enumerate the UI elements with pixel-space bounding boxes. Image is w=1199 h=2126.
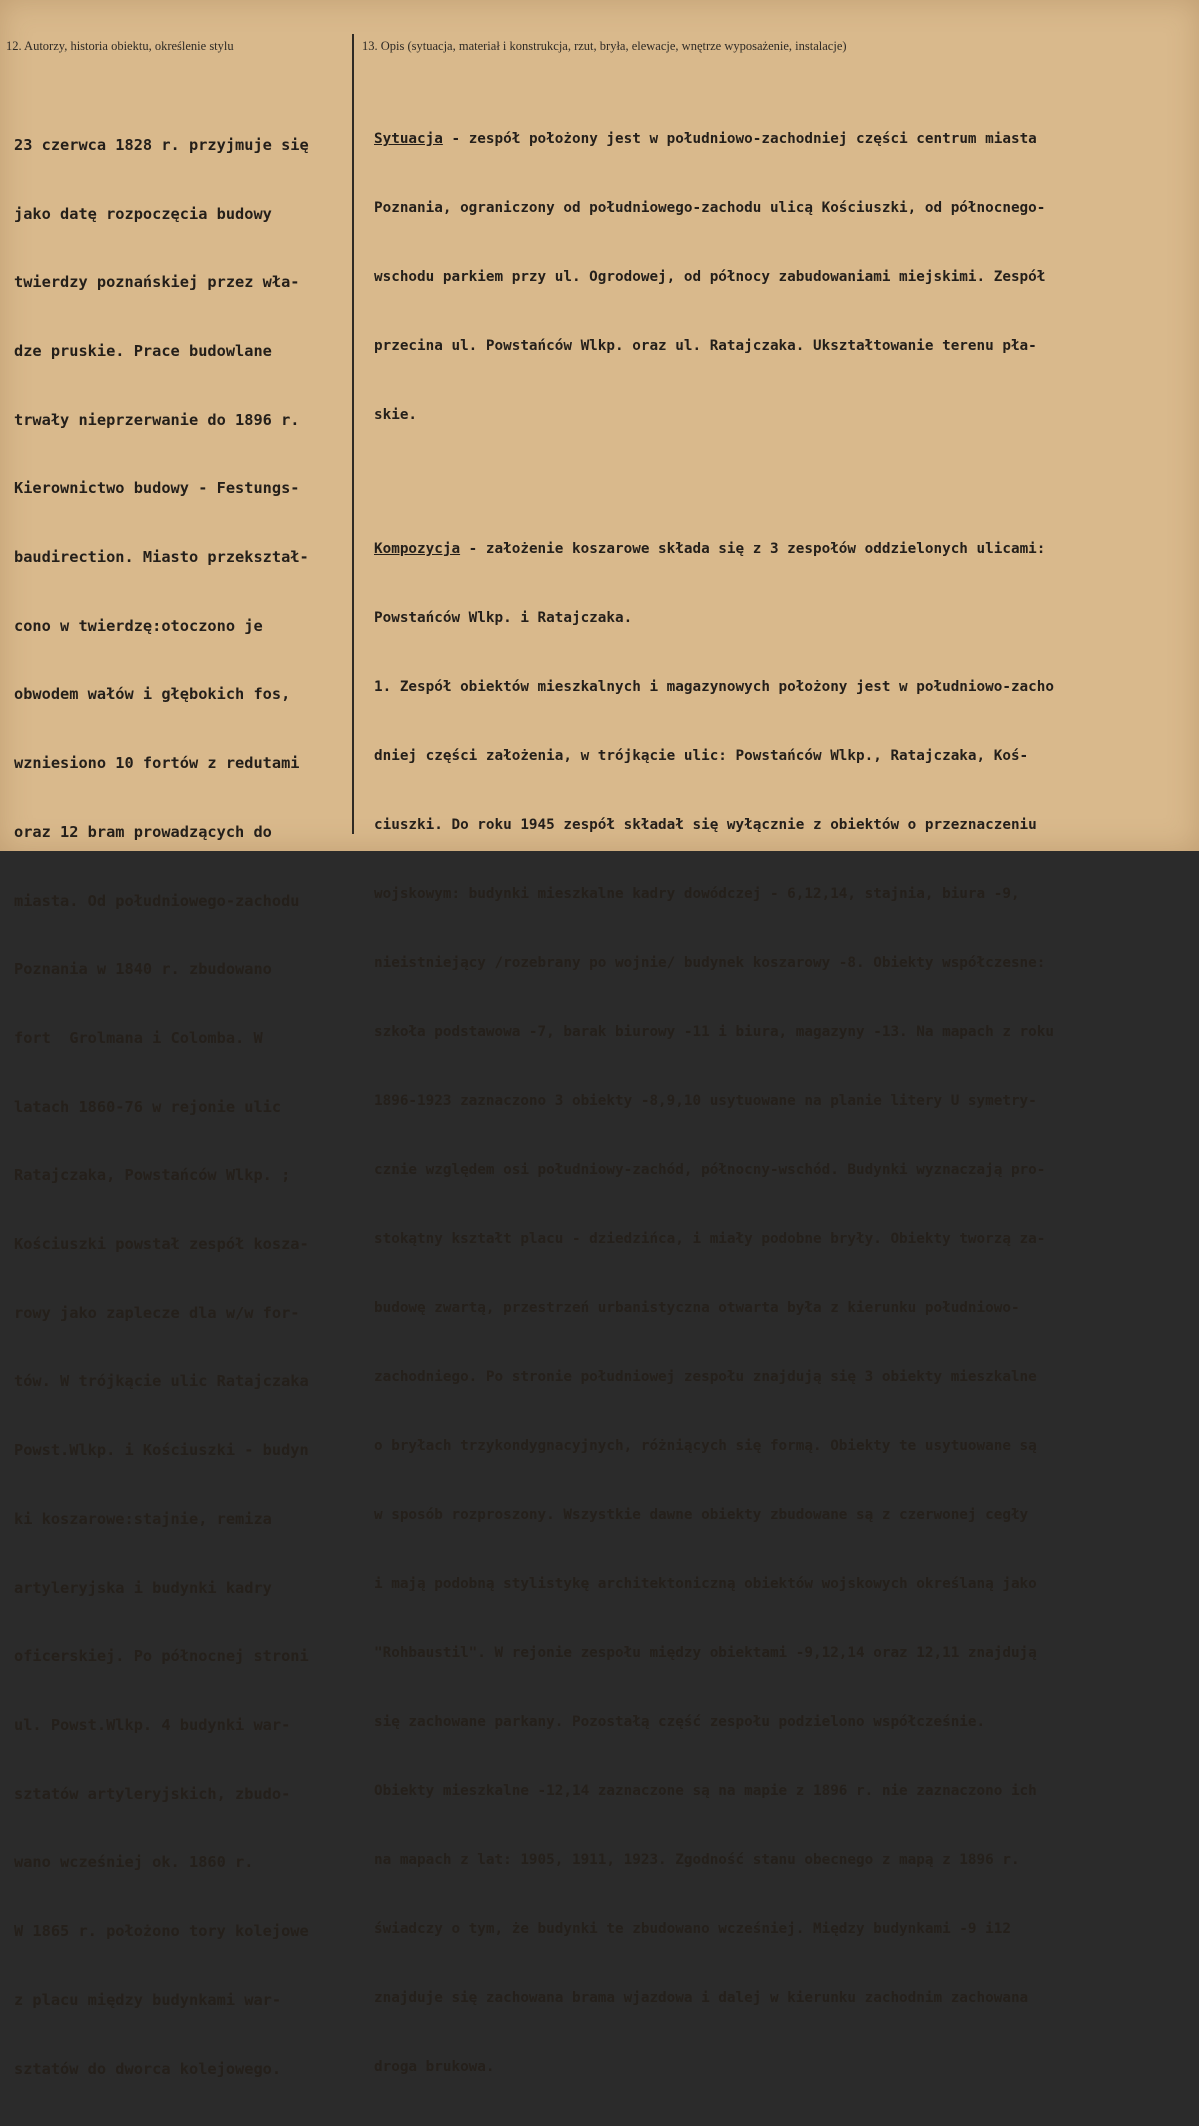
history-line: ul. Powst.Wlkp. 4 budynki war- <box>14 1715 291 1734</box>
history-line: miasta. Od południowego-zachodu <box>14 891 300 910</box>
history-line: artyleryjska i budynki kadry <box>14 1578 272 1597</box>
description-line: Obiekty mieszkalne -12,14 zaznaczone są na mapie z 1896 r. nie zaznaczono ich <box>374 1783 1037 1799</box>
situation-first-line <box>374 128 1054 151</box>
history-line: latach 1860-76 w rejonie ulic <box>14 1097 282 1116</box>
description-line: 1896-1923 zaznaczono 3 obiekty -8,9,10 usytuowane na planie litery U symetry- <box>374 1093 1037 1109</box>
history-line: jako datę rozpoczęcia budowy <box>14 204 272 223</box>
description-line: dniej części założenia, w trójkącie ulic: Powstańców Wlkp., Ratajczaka, Koś- <box>374 748 1029 764</box>
description-line: się zachowane parkany. Pozostałą część zespołu podzielono współcześnie. <box>374 1714 986 1730</box>
description-line: ciuszki. Do roku 1945 zespół składał się wyłącznie z obiektów o przeznaczeniu <box>374 817 1037 833</box>
description-line: świadczy o tym, że budynki te zbudowano wcześniej. Między budynkami -9 i12 <box>374 1921 1011 1937</box>
column-divider <box>352 34 354 834</box>
description-line: nieistniejący /rozebrany po wojnie/ budynek koszarowy -8. Obiekty współczesne: <box>374 955 1046 971</box>
history-line: wzniesiono 10 fortów z redutami <box>14 754 300 773</box>
description-line: - zespół położony jest w południowo-zachodniej części centrum miasta <box>442 131 1037 147</box>
description-line: o bryłach trzykondygnacyjnych, różniących się formą. Obiekty te usytuowane są <box>374 1438 1037 1454</box>
history-line: oficerskiej. Po północnej stroni <box>14 1647 309 1666</box>
history-line: Kierownictwo budowy - Festungs- <box>14 479 300 498</box>
history-line: tów. W trójkącie ulic Ratajczaka <box>14 1372 309 1391</box>
description-line: skie. <box>374 407 418 423</box>
history-line: ki koszarowe:stajnie, remiza <box>14 1509 272 1528</box>
description-text <box>374 82 1054 2125</box>
history-line: wano wcześniej ok. 1860 r. <box>14 1853 254 1872</box>
composition-first-line <box>374 538 1054 561</box>
history-line: sztatów artyleryjskich, zbudo- <box>14 1784 291 1803</box>
description-line: 1. Zespół obiektów mieszkalnych i magazynowych położony jest w południowo-zacho <box>374 679 1054 695</box>
history-line: rowy jako zaplecze dla w/w for- <box>14 1303 300 1322</box>
history-line: Ratajczaka, Powstańców Wlkp. ; <box>14 1166 291 1185</box>
history-line: obwodem wałów i głębokich fos, <box>14 685 291 704</box>
situation-heading: Sytuacja <box>374 131 443 147</box>
description-line: budowę zwartą, przestrzeń urbanistyczna otwarta była z kierunku południowo- <box>374 1300 1020 1316</box>
description-line: zachodniego. Po stronie południowej zespołu znajdują się 3 obiekty mieszkalne <box>374 1369 1037 1385</box>
description-line: znajduje się zachowana brama wjazdowa i dalej w kierunku zachodnim zachowana <box>374 1990 1029 2006</box>
paragraph-gap <box>374 473 1054 492</box>
description-line: cznie względem osi południowy-zachód, północny-wschód. Budynki wyznaczają pro- <box>374 1162 1046 1178</box>
history-line: Poznania w 1840 r. zbudowano <box>14 960 272 979</box>
history-line: baudirection. Miasto przekształ- <box>14 548 309 567</box>
history-line: 23 czerwca 1828 r. przyjmuje się <box>14 135 309 154</box>
history-line: twierdzy poznańskiej przez wła- <box>14 273 300 292</box>
section-13-header: 13. Opis (sytuacja, materiał i konstrukcja, rzut, bryła, elewacje, wnętrze wyposażenie, instalacje) <box>362 39 847 53</box>
history-line: cono w twierdzę:otoczono je <box>14 616 263 635</box>
history-line: Powst.Wlkp. i Kościuszki - budyn <box>14 1441 309 1460</box>
history-line: oraz 12 bram prowadzących do <box>14 822 272 841</box>
history-text <box>14 88 309 2126</box>
description-line: przecina ul. Powstańców Wlkp. oraz ul. Ratajczaka. Ukształtowanie terenu pła- <box>374 338 1037 354</box>
description-line: - założenie koszarowe składa się z 3 zespołów oddzielonych ulicami: <box>460 541 1046 557</box>
description-line: Poznania, ograniczony od południowego-zachodu ulicą Kościuszki, od północnego- <box>374 200 1046 216</box>
history-line: z placu między budynkami war- <box>14 1990 282 2009</box>
history-line: dze pruskie. Prace budowlane <box>14 341 272 360</box>
composition-heading: Kompozycja <box>374 541 461 557</box>
description-line: Powstańców Wlkp. i Ratajczaka. <box>374 610 633 626</box>
history-line: trwały nieprzerwanie do 1896 r. <box>14 410 300 429</box>
history-line: Kościuszki powstał zespół kosza- <box>14 1235 309 1254</box>
description-line: szkoła podstawowa -7, barak biurowy -11 i biura, magazyny -13. Na mapach z roku <box>374 1024 1054 1040</box>
description-line: stokątny kształt placu - dziedzińca, i miały podobne bryły. Obiekty tworzą za- <box>374 1231 1046 1247</box>
description-line: i mają podobną stylistykę architektoniczną obiektów wojskowych określaną jako <box>374 1576 1037 1592</box>
description-line: wschodu parkiem przy ul. Ogrodowej, od północy zabudowaniami miejskimi. Zespół <box>374 269 1046 285</box>
description-line: na mapach z lat: 1905, 1911, 1923. Zgodność stanu obecnego z mapą z 1896 r. <box>374 1852 1020 1868</box>
description-line: droga brukowa. <box>374 2059 495 2075</box>
description-line: "Rohbaustil". W rejonie zespołu między obiektami -9,12,14 oraz 12,11 znajdują <box>374 1645 1037 1661</box>
section-12-header: 12. Autorzy, historia obiektu, określenie stylu <box>6 39 234 53</box>
description-line: wojskowym: budynki mieszkalne kadry dowódczej - 6,12,14, stajnia, biura -9, <box>374 886 1020 902</box>
history-line: fort Grolmana i Colomba. W <box>14 1028 263 1047</box>
history-line: W 1865 r. położono tory kolejowe <box>14 1922 309 1941</box>
history-line: sztatów do dworca kolejowego. <box>14 2059 282 2078</box>
description-line: w sposób rozproszony. Wszystkie dawne obiekty zbudowane są z czerwonej cegły <box>374 1507 1029 1523</box>
